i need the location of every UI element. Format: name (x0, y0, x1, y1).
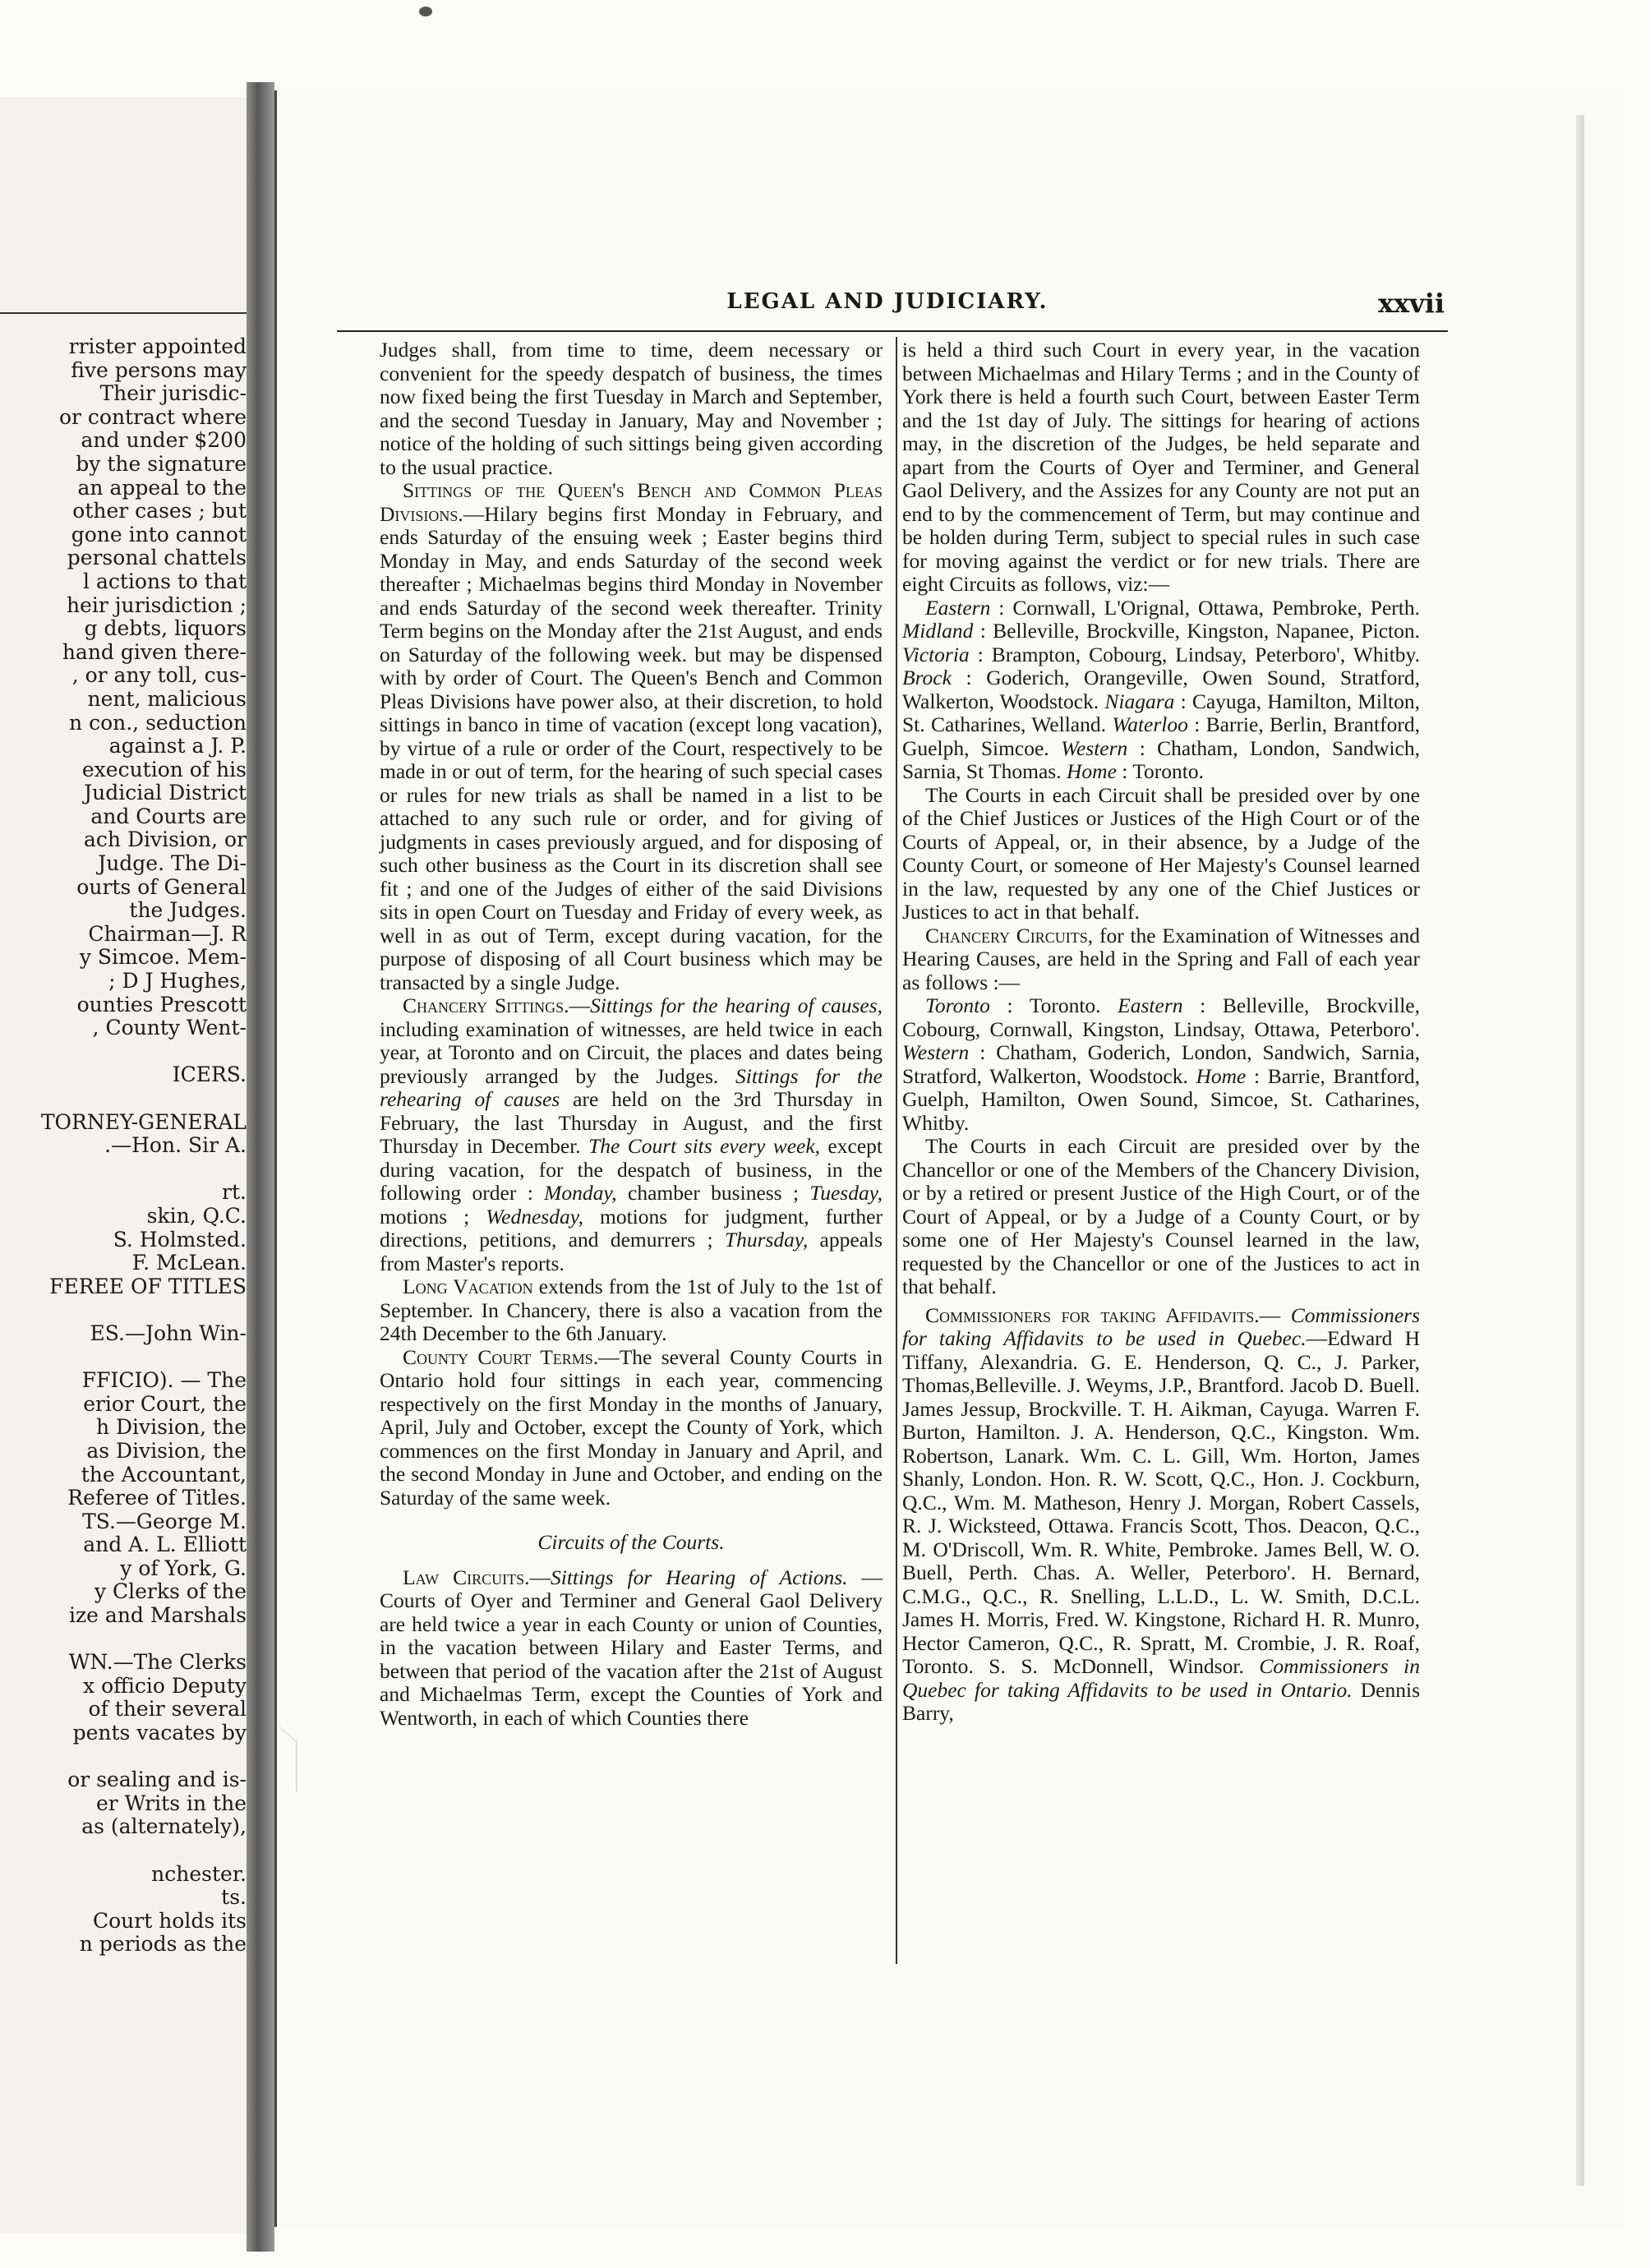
paragraph: The Courts in each Circuit shall be presided over by one of the Chief Justices or Justices of the High Court or of the Courts of Appeal, or, in their absence, by a Judge of the County Court, or someone of Her Majesty's Counsel learned in the law, requested by any one of the Chief Justices or Justices to act in that behalf. (902, 782, 1420, 924)
left-page-line: Court holds its (92, 1909, 247, 1933)
left-page-line (0, 1040, 247, 1064)
left-page-line: as (alternately), (81, 1815, 247, 1839)
left-page-line: the Accountant, (81, 1463, 247, 1487)
left-page-line: and Courts are (90, 804, 247, 828)
left-page-line: ES.—John Win- (90, 1321, 247, 1345)
left-page-line: nent, malicious (87, 687, 247, 711)
left-page-line: n periods as the (79, 1933, 247, 1957)
paragraph (380, 479, 883, 994)
book-gutter (247, 82, 274, 2252)
text-column-left (380, 339, 883, 1730)
left-page-line: as Division, the (86, 1439, 247, 1463)
left-page-line: ICERS. (172, 1063, 247, 1087)
left-page-line: against a J. P. (108, 735, 247, 758)
page-edge (1576, 115, 1584, 2186)
left-page-line (0, 1346, 247, 1370)
left-page-line: Their jurisdic- (99, 382, 247, 406)
left-page-line: TS.—George M. (82, 1510, 247, 1533)
left-page-line: by the signature (76, 452, 247, 476)
left-page-line: and A. L. Elliott (83, 1533, 247, 1557)
paragraph (902, 924, 1420, 995)
left-page-line: Judicial District (84, 781, 247, 805)
paragraph (380, 1275, 883, 1346)
left-page-line: F. McLean. (131, 1252, 247, 1275)
paragraph-body: for the Examination of Witnesses and Hearing Causes, are held in the Spring and Fall of each year as follows :— (902, 923, 1420, 994)
left-page-line: rrister appointed (68, 335, 247, 358)
paragraph: Commissioners for taking Affidavits.— Commissioners for taking Affidavits to be used in Quebec.—Edward H Tiffany, Alexandria. G. E. Henderson, Q. C., J. Parker, Thomas,Belleville. J. Weyms, J.P., Brantford. Jacob D. Buell. James Jessup, Brockville. T. H. Aikman, Cayuga. Warren F. Burton, Hamilton. J. A. Henderson, Q.C., Kingston. Wm. Robertson, Lanark. Wm. C. L. Gill, Wm. Horton, James Shanly, London. Hon. R. W. Scott, Q.C., Hon. J. Cockburn, Q.C., Wm. M. Matheson, Henry J. Morgan, Robert Cassels, R. J. Wicksteed, Ottawa. Francis Scott, Thos. Deacon, Q.C., M. O'Driscoll, Wm. R. White, Pembroke. James Bell, W. O. Buell, Perth. Chas. A. Weller, Peterboro'. H. Bernard, C.M.G., Q.C., R. Snelling, L.L.D., L. W. Smith, D.C.L. James H. Morris, Fred. W. Kingstone, Richard H. R. Munro, Hector Cameron, Q.C., R. Spratt, M. Crombie, J. R. Roaf, Toronto. S. S. McDonnell, Windsor. Commissioners in Quebec for taking Affidavits to be used in Ontario. Dennis Barry, (902, 1302, 1421, 1725)
paragraph-body: —The several County Courts in Ontario hold four sittings in each year, commencing respectively on the first Monday in the months of January, April, July and October, except the County of York, which commences on the first Monday in January and April, and the second Monday in June and October, and ending on the Saturday of the same week. (380, 1344, 883, 1510)
left-page-line: five persons may (71, 358, 247, 382)
paragraph-heading: County Court Terms. (403, 1344, 599, 1369)
paragraph-heading: Long Vacation (403, 1275, 533, 1298)
left-page-line: heir jurisdiction ; (67, 593, 247, 617)
left-page-line (0, 1628, 247, 1652)
left-page-line: pents vacates by (72, 1722, 247, 1745)
left-page-line: ounties Prescott (76, 993, 247, 1016)
left-page-line: the Judges. (129, 899, 247, 923)
paragraph-heading: Sittings of the Queen's Bench and Common Pleas Divisions. (380, 478, 883, 526)
left-page-line: FEREE OF TITLES (49, 1275, 247, 1298)
left-header-rule (0, 312, 247, 314)
left-page-line: or contract where (58, 405, 247, 429)
section-heading: Circuits of the Courts. (537, 1530, 725, 1554)
left-page-line: and under $200 (81, 429, 247, 453)
left-page-line: n con., seduction (69, 711, 247, 735)
left-page-line: nchester. (151, 1862, 247, 1886)
paragraph (380, 1346, 883, 1510)
left-page-line (0, 1839, 247, 1863)
left-page-line: y Simcoe. Mem- (79, 946, 247, 970)
left-page-line: h Division, the (95, 1416, 247, 1440)
left-page-line: ts. (221, 1886, 247, 1910)
page-number: xxvii (1377, 288, 1445, 319)
paragraph: The Courts in each Circuit are presided over by the Chancellor or one of the Members of the Chancery Division, or by a retired or present Justice of the High Court, or of the Court of Appeal, or by a Judge of a County Court, or by some one of Her Majesty's Counsel learned in the law, requested by the Chancellor or one of the Justices to act in that behalf. (902, 1134, 1420, 1298)
left-page-line: Chairman—J. R (88, 922, 247, 946)
left-page (0, 97, 261, 2233)
left-page-line: FFICIO). — The (81, 1369, 247, 1393)
page-header (337, 288, 1445, 322)
left-page-line: gone into cannot (71, 523, 247, 546)
left-page-line: ourts of General (76, 875, 247, 899)
left-page-line: S. Holmsted. (113, 1228, 247, 1252)
left-page-line: hand given there- (62, 640, 247, 664)
left-page-line: other cases ; but (72, 500, 247, 523)
left-page-line: execution of his (81, 758, 247, 781)
left-page-line: er Writs in the (95, 1791, 247, 1815)
left-page-line: rt. (222, 1181, 247, 1205)
left-page-line: y of York, G. (120, 1556, 247, 1580)
paragraph: Eastern : Cornwall, L'Orignal, Ottawa, Pembroke, Perth. Midland : Belleville, Brockville, Kingston, Napanee, Picton. Victoria : Brampton, Cobourg, Lindsay, Peterboro', Whitby. Brock : Goderich, Orangeville, Owen Sound, Stratford, Walkerton, Woodstock. Niagara : Cayuga, Hamilton, Milton, St. Catharines, Welland. Waterloo : Barrie, Berlin, Brantford, Guelph, Simcoe. Western : Chatham, London, Sandwich, Sarnia, St Thomas. Home : Toronto. (902, 595, 1421, 783)
left-page-text (0, 335, 247, 1957)
left-page-line (0, 1158, 247, 1182)
left-page-line: ; D J Hughes, (108, 970, 247, 993)
paragraph-heading: Chancery Circuits, (925, 923, 1094, 947)
left-page-line (0, 1087, 247, 1111)
paragraph: Judges shall, from time to time, deem necessary or convenient for the speedy despatch of business, the times now fixed being the first Tuesday in March and September, and the second Tuesday in January, May and November ; notice of the holding of such sittings being given according to the usual practice. (380, 338, 883, 479)
header-rule (337, 330, 1448, 332)
left-page-line (0, 1298, 247, 1322)
left-page-line: x officio Deputy (83, 1674, 247, 1698)
text-column-right (902, 339, 1420, 1726)
paragraph: is held a third such Court in every year, in the vacation between Michaelmas and Hilary Terms ; and in the County of York there is held a fourth such Court, between Easter Term and the 1st day of July. The sittings for hearing of actions may, in the discretion of the Judges, be held separate and apart from the Courts of Oyer and Terminer, and General Gaol Delivery, and the Assizes for any County are not put an end to by the commencement of Term, but may continue and be holden during Term, subject to special rules in such case for moving against the verdict or for new trials. There are eight Circuits as follows, viz:— (902, 338, 1420, 596)
left-page-line: WN.—The Clerks (68, 1651, 247, 1675)
paragraph: Toronto : Toronto. Eastern : Belleville, Brockville, Cobourg, Cornwall, Kingston, Lindsay, Ottawa, Peterboro'. Western : Chatham, Goderich, London, Sandwich, Sarnia, Stratford, Walkerton, Woodstock. Home : Barrie, Brantford, Guelph, Hamilton, Owen Sound, Simcoe, St. Catharines, Whitby. (902, 993, 1420, 1135)
left-page-line: ach Division, or (84, 828, 247, 852)
left-page-line: or sealing and is- (67, 1768, 247, 1792)
left-page-line: skin, Q.C. (146, 1204, 247, 1228)
paragraph-body: extends from the 1st of July to the 1st of September. In Chancery, there is also a vacation from the 24th December to the 6th January. (380, 1275, 883, 1345)
left-page-line (0, 1745, 247, 1769)
left-page-line: erior Court, the (83, 1392, 247, 1416)
left-page-line: g debts, liquors (84, 617, 247, 641)
paragraph-body: —Hilary begins first Monday in February, and ends Saturday of the ensuing week ; Easter begins third Monday in May, and ends Saturday of the second week thereafter ; Michaelmas begins third Monday in November and ends Saturday of the second week thereafter. Trinity Term begins on the Monday after the 21st August, and ends on Saturday of the following week. but may be dispensed with by order of Court. The Queen's Bench and Common Pleas Divisions have power also, at their discretion, to hold sittings in banco in time of vacation (except long vacation), by virtue of a rule or order of the Court, respectively to be made in or out of term, for the hearing of such special cases or rules for new trials as shall be named in a list to be attached to any such rule or order, and for giving of judgments in cases previously argued, and for disposing of such other business as the Court in its discretion shall see fit ; and one of the Judges of either of the said Divisions sits in open Court on Tuesday and Friday of every week, as well in as out of Term, except during vacation, for the purpose of disposing of all Court business which may be transacted by a single Judge. (380, 501, 883, 994)
left-page-line: an appeal to the (77, 476, 247, 500)
left-page-line: , or any toll, cus- (71, 664, 247, 688)
paragraph: Chancery Sittings.—Sittings for the hearing of causes, including examination of witnesses, are held twice in each year, at Toronto and on Circuit, the places and dates being previously arranged by the Judges. Sittings for the rehearing of causes are held on the 3rd Thursday in February, the last Thursday in August, and the first Thursday in December. The Court sits every week, except during vacation, for the despatch of business, in the following order : Monday, chamber business ; Tuesday, motions ; Wednesday, motions for judgment, further directions, petitions, and demurrers ; Thursday, appeals from Master's reports. (380, 993, 883, 1275)
column-divider (896, 337, 897, 1964)
left-page-line: ize and Marshals (69, 1604, 247, 1628)
left-page-line: y Clerks of the (94, 1580, 247, 1604)
paragraph: Law Circuits.—Sittings for Hearing of Actions. —Courts of Oyer and Terminer and General Gaol Delivery are held twice a year in each County or union of Counties, in the vacation between Hilary and Easter Terms, and between that period of the vacation after the 21st of August and Michaelmas Term, except the Counties of York and Wentworth, in each of which Counties there (380, 1565, 883, 1730)
left-page-line: Judge. The Di- (98, 852, 247, 876)
running-head: LEGAL AND JUDICIARY. (726, 289, 1049, 314)
left-page-line: .—Hon. Sir A. (104, 1134, 247, 1158)
left-page-line: , County Went- (92, 1016, 247, 1040)
left-page-line: TORNEY-GENERAL (40, 1110, 247, 1134)
left-page-line: l actions to that (83, 569, 247, 593)
ink-spot (419, 7, 432, 16)
left-page-line: personal chattels (67, 546, 247, 570)
left-page-line: of their several (88, 1698, 247, 1722)
left-page-line: Referee of Titles. (67, 1487, 247, 1510)
